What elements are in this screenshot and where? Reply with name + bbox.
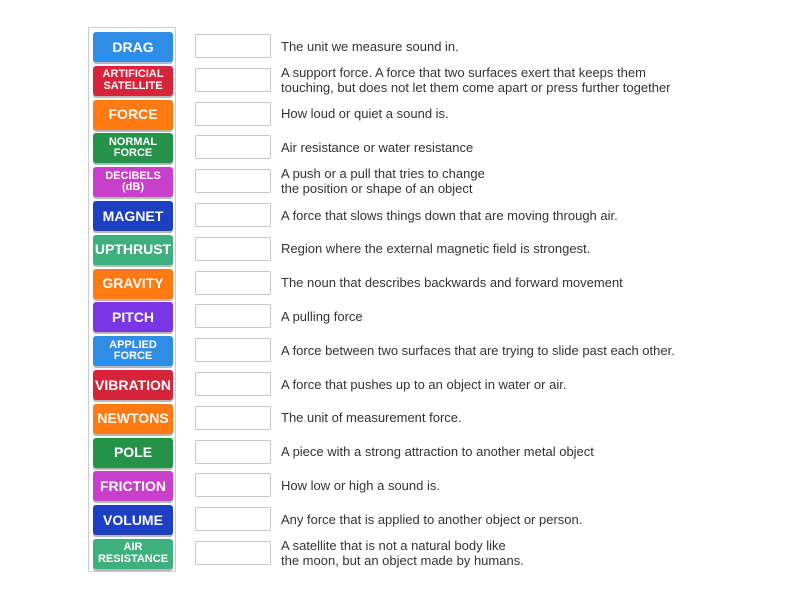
- clue-label: Air resistance or water resistance: [281, 139, 474, 155]
- word-tile-artificial-satellite[interactable]: ARTIFICIAL SATELLITE: [93, 66, 173, 96]
- clue-text: [281, 504, 741, 534]
- clue-label: The unit of measurement force.: [281, 410, 462, 426]
- clue-text: [281, 99, 741, 129]
- clue-label: A pulling force: [281, 308, 363, 324]
- answer-drop-box[interactable]: [195, 304, 271, 328]
- word-tile-pole[interactable]: POLE: [93, 438, 173, 468]
- word-tile-air-resistance[interactable]: AIR RESISTANCE: [93, 539, 173, 569]
- answer-drop-box[interactable]: [195, 68, 271, 92]
- word-tile-gravity[interactable]: GRAVITY: [93, 269, 173, 299]
- clue-text: [281, 437, 741, 467]
- answer-drop-box[interactable]: [195, 541, 271, 565]
- clue-text: [281, 470, 741, 500]
- clue-text: [281, 369, 741, 399]
- word-tile-upthrust[interactable]: UPTHRUST: [93, 235, 173, 265]
- clue-text: [281, 31, 741, 61]
- clue-label: A support force. A force that two surfaces exert that keeps them touching, but does not let them come apart or press further together: [281, 64, 671, 95]
- clue-label: Any force that is applied to another object or person.: [281, 511, 583, 527]
- clue-text: [281, 166, 741, 196]
- clue-label: How loud or quiet a sound is.: [281, 106, 449, 122]
- word-tile-pitch[interactable]: PITCH: [93, 302, 173, 332]
- clue-label: A push or a pull that tries to change the position or shape of an object: [281, 166, 485, 197]
- clue-text: [281, 301, 741, 331]
- clue-text: [281, 200, 741, 230]
- word-tile-volume[interactable]: VOLUME: [93, 505, 173, 535]
- clue-label: The unit we measure sound in.: [281, 38, 459, 54]
- clue-text: [281, 335, 741, 365]
- word-tile-magnet[interactable]: MAGNET: [93, 201, 173, 231]
- answer-drop-box[interactable]: [195, 237, 271, 261]
- clue-text: [281, 403, 741, 433]
- answer-drop-box[interactable]: [195, 338, 271, 362]
- clue-label: A force between two surfaces that are trying to slide past each other.: [281, 342, 675, 358]
- word-tile-force[interactable]: FORCE: [93, 100, 173, 130]
- word-tile-normal-force[interactable]: NORMAL FORCE: [93, 133, 173, 163]
- answer-drop-box[interactable]: [195, 102, 271, 126]
- clue-text: [281, 268, 741, 298]
- word-tile-friction[interactable]: FRICTION: [93, 471, 173, 501]
- clue-text: [281, 132, 741, 162]
- answer-drop-box[interactable]: [195, 372, 271, 396]
- word-tile-applied-force[interactable]: APPLIED FORCE: [93, 336, 173, 366]
- word-tile-newtons[interactable]: NEWTONS: [93, 404, 173, 434]
- clue-label: A piece with a strong attraction to another metal object: [281, 444, 594, 460]
- answer-drop-box[interactable]: [195, 169, 271, 193]
- clue-label: How low or high a sound is.: [281, 477, 440, 493]
- word-tile-vibration[interactable]: VIBRATION: [93, 370, 173, 400]
- answer-drop-box[interactable]: [195, 34, 271, 58]
- answer-drop-box[interactable]: [195, 440, 271, 464]
- clue-label: A force that pushes up to an object in water or air.: [281, 376, 567, 392]
- answer-drop-box[interactable]: [195, 203, 271, 227]
- word-tile-drag[interactable]: DRAG: [93, 32, 173, 62]
- clue-label: A force that slows things down that are moving through air.: [281, 207, 618, 223]
- word-tile-decibels-db[interactable]: DECIBELS (dB): [93, 167, 173, 197]
- clue-label: A satellite that is not a natural body like the moon, but an object made by humans.: [281, 538, 524, 568]
- answer-drop-box[interactable]: [195, 135, 271, 159]
- clue-text: [281, 65, 741, 95]
- clue-text: [281, 234, 741, 264]
- answer-drop-box[interactable]: [195, 406, 271, 430]
- clue-text: [281, 538, 741, 568]
- answer-drop-box[interactable]: [195, 271, 271, 295]
- clue-label: Region where the external magnetic field is strongest.: [281, 241, 591, 257]
- answer-drop-box[interactable]: [195, 473, 271, 497]
- word-bank: [88, 27, 176, 572]
- answer-drop-box[interactable]: [195, 507, 271, 531]
- clue-label: The noun that describes backwards and forward movement: [281, 275, 623, 291]
